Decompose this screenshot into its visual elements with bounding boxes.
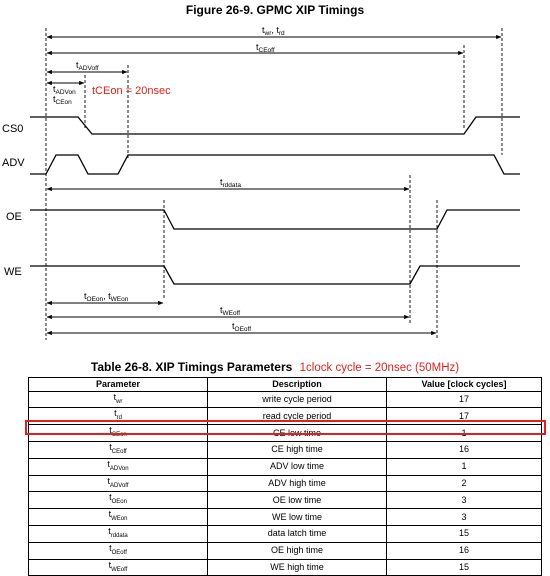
label-trddata: $t_{rddata}$ <box>220 177 241 189</box>
param-symbol: $t_{OEon}$ <box>29 492 208 509</box>
param-description: OE high time <box>208 542 387 559</box>
xip-timing-table <box>28 377 542 576</box>
tceon-annotation: tCEon = 20nsec <box>92 85 171 97</box>
clock-note: 1clock cycle = 20nsec (50MHz) <box>299 362 460 374</box>
label-twr-trd: $t_{wr}$, $t_{rd}$ <box>262 25 285 37</box>
param-description: read cycle period <box>208 408 387 425</box>
label-tadvon: $t_{ADVon}$ <box>53 84 76 96</box>
param-symbol: $t_{CEoff}$ <box>29 441 208 458</box>
param-description: CE low time <box>208 425 387 442</box>
table-row <box>29 525 542 542</box>
table-row <box>29 509 542 526</box>
table-row <box>29 441 542 458</box>
param-value: 2 <box>387 475 542 492</box>
param-value: 16 <box>387 441 542 458</box>
param-value: 1 <box>387 425 542 442</box>
waveform-adv <box>30 155 520 174</box>
param-value: 17 <box>387 391 542 408</box>
table-row <box>29 542 542 559</box>
param-description: data latch time <box>208 525 387 542</box>
param-description: ADV high time <box>208 475 387 492</box>
header-parameter: Parameter <box>29 378 208 392</box>
param-value: 16 <box>387 542 542 559</box>
table-title-row <box>0 360 550 374</box>
table-header-row <box>29 378 542 392</box>
signal-label-adv: ADV <box>2 157 25 169</box>
timing-diagram <box>0 20 550 360</box>
param-symbol: $t_{WEoff}$ <box>29 559 208 576</box>
table-row <box>29 492 542 509</box>
param-symbol: $t_{rd}$ <box>29 408 208 425</box>
signal-label-cs0: CS0 <box>2 123 24 135</box>
param-description: WE high time <box>208 559 387 576</box>
param-value: 3 <box>387 492 542 509</box>
label-tweoff: $t_{WEoff}$ <box>220 305 241 317</box>
table-row <box>29 559 542 576</box>
signal-label-we: WE <box>4 266 22 278</box>
table-body <box>29 391 542 576</box>
signal-label-oe: OE <box>6 211 22 223</box>
header-description: Description <box>208 378 387 392</box>
param-symbol: $t_{rddata}$ <box>29 525 208 542</box>
param-value: 1 <box>387 458 542 475</box>
param-value: 17 <box>387 408 542 425</box>
label-tadvoff: $t_{ADVoff}$ <box>76 60 99 72</box>
param-value: 3 <box>387 509 542 526</box>
param-symbol: $t_{ADVoff}$ <box>29 475 208 492</box>
label-tceon: $t_{CEon}$ <box>53 94 72 106</box>
param-description: CE high time <box>208 441 387 458</box>
param-value: 15 <box>387 559 542 576</box>
waveform-cs0 <box>30 117 520 134</box>
table-title: Table 26-8. XIP Timings Parameters <box>90 360 293 374</box>
label-tceoff: $t_{CEoff}$ <box>256 42 275 54</box>
param-description: WE low time <box>208 509 387 526</box>
param-description: write cycle period <box>208 391 387 408</box>
label-toeon-tweon: $t_{OEon}$, $t_{WEon}$ <box>84 291 129 303</box>
param-value: 15 <box>387 525 542 542</box>
param-description: OE low time <box>208 492 387 509</box>
param-symbol: $t_{WEon}$ <box>29 509 208 526</box>
param-description: ADV low time <box>208 458 387 475</box>
param-symbol: $t_{CEon}$ <box>29 425 208 442</box>
waveform-oe <box>30 210 520 229</box>
table-row <box>29 475 542 492</box>
reference-lines <box>46 28 502 340</box>
figure-title: Figure 26-9. GPMC XIP Timings <box>185 3 365 17</box>
header-value: Value [clock cycles] <box>387 378 542 392</box>
table-row <box>29 391 542 408</box>
label-toeoff: $t_{OEoff}$ <box>232 321 252 333</box>
param-symbol: $t_{OEoff}$ <box>29 542 208 559</box>
waveform-we <box>30 266 520 284</box>
table-row <box>29 458 542 475</box>
table-row <box>29 425 542 442</box>
table-row <box>29 408 542 425</box>
param-symbol: $t_{wr}$ <box>29 391 208 408</box>
param-symbol: $t_{ADVon}$ <box>29 458 208 475</box>
